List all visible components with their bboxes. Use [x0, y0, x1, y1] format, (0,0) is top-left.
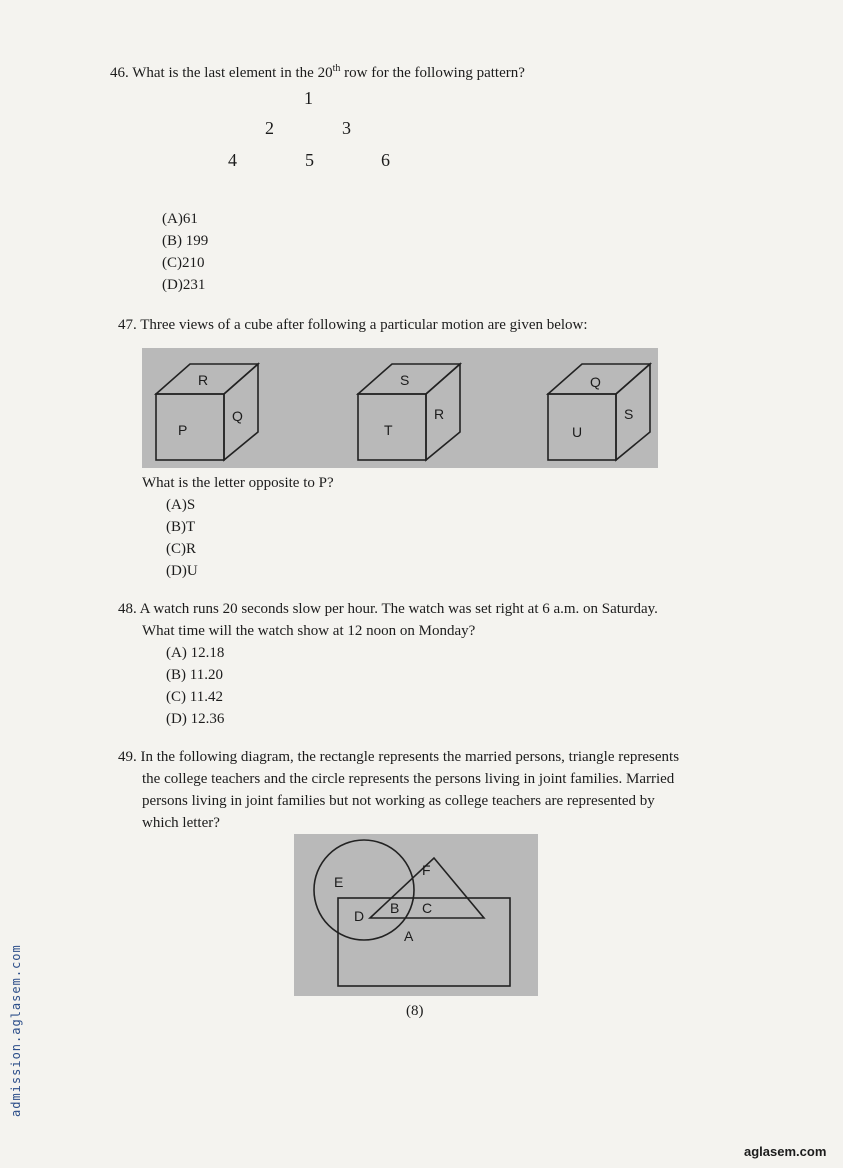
venn-diagram-figure: [294, 834, 538, 996]
venn-label-a: A: [404, 928, 414, 944]
cube2-front-letter: T: [384, 422, 393, 438]
cube2-top-letter: S: [400, 372, 410, 388]
venn-label-b: B: [390, 900, 400, 916]
q48-option-a: (A) 12.18: [166, 645, 225, 661]
cube2-side-letter: R: [434, 406, 445, 422]
q47-option-c: (C)R: [166, 541, 196, 557]
q48-option-b: (B) 11.20: [166, 667, 223, 683]
q49-text-line1: 49. In the following diagram, the rectangle represents the married persons, triangle represents: [118, 749, 680, 765]
cube-views-figure: [142, 348, 658, 468]
q46-option-b: (B) 199: [162, 233, 209, 249]
q48-option-c: (C) 11.42: [166, 689, 223, 705]
q46-option-d: (D)231: [162, 277, 206, 293]
q48-text-line2: What time will the watch show at 12 noon on Monday?: [142, 623, 476, 639]
pattern-number: 3: [342, 118, 351, 138]
cube3-top-letter: Q: [590, 374, 601, 390]
q48-option-d: (D) 12.36: [166, 711, 225, 727]
brand-footer: aglasem.com: [744, 1144, 827, 1159]
venn-label-c: C: [422, 900, 433, 916]
pattern-number: 2: [265, 118, 274, 138]
q49-text-line4: which letter?: [142, 815, 220, 831]
q47-option-b: (B)T: [166, 519, 196, 535]
q46-option-a: (A)61: [162, 211, 198, 227]
q46-text: 46. What is the last element in the 20th row for the following pattern?: [110, 63, 525, 81]
q49-text-line3: persons living in joint families but not working as college teachers are represented by: [142, 793, 655, 809]
pattern-number: 6: [381, 150, 390, 170]
venn-diagram-svg: [294, 834, 538, 996]
q47-question: What is the letter opposite to P?: [142, 475, 334, 491]
venn-label-f: F: [422, 862, 431, 878]
q47-option-d: (D)U: [166, 563, 198, 579]
q46-option-c: (C)210: [162, 255, 205, 271]
pattern-number: 4: [228, 150, 237, 170]
venn-label-e: E: [334, 874, 344, 890]
q49-text-line2: the college teachers and the circle represents the persons living in joint families. Married: [142, 771, 675, 787]
q48-text-line1: 48. A watch runs 20 seconds slow per hour. The watch was set right at 6 a.m. on Saturday.: [118, 601, 658, 617]
pattern-number: 1: [304, 88, 313, 108]
cube3-front-letter: U: [572, 424, 583, 440]
cube3-side-letter: S: [624, 406, 634, 422]
cube1-side-letter: Q: [232, 408, 243, 424]
cube1-top-letter: R: [198, 372, 209, 388]
q47-text: 47. Three views of a cube after following a particular motion are given below:: [118, 317, 588, 333]
cube-views-svg: [142, 348, 658, 468]
cube1-front-letter: P: [178, 422, 188, 438]
venn-label-d: D: [354, 908, 365, 924]
q47-option-a: (A)S: [166, 497, 196, 513]
page-number: (8): [406, 1003, 424, 1019]
side-watermark-url: admission.aglasem.com: [9, 944, 23, 1117]
pattern-number: 5: [305, 150, 314, 170]
